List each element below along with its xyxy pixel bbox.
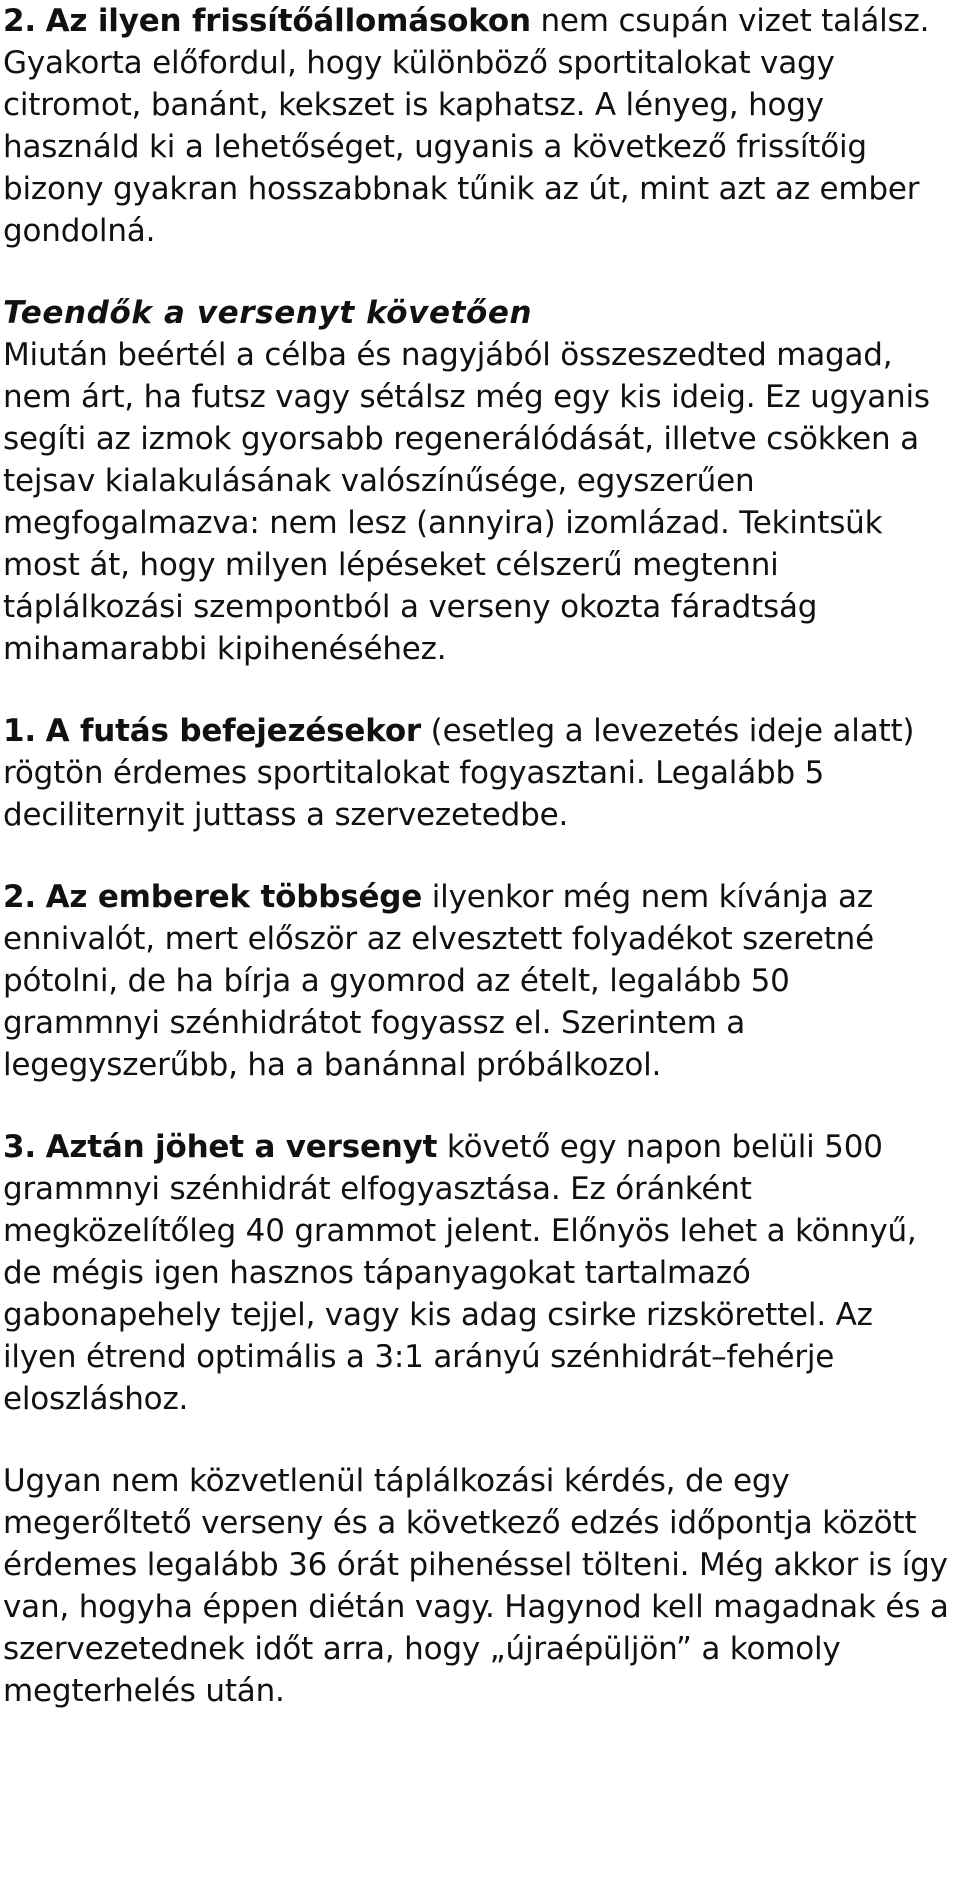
item-text: (esetleg a levezetés ideje alatt) rögtön érdemes sportitalokat fogyasztani. Legalább 5 deciliternyit juttass a szervezetedbe. <box>3 713 915 833</box>
item-number: 2. <box>3 3 36 39</box>
item-number: 1. <box>3 713 36 749</box>
item-lead: Aztán jöhet a versenyt <box>45 1129 438 1165</box>
item-number: 2. <box>3 879 36 915</box>
list-item <box>3 710 952 836</box>
section-intro: Miután beértél a célba és nagyjából összeszedted magad, nem árt, ha futsz vagy sétálsz még egy kis ideig. Ez ugyanis segíti az izmok gyorsabb regenerálódását, illetve csökken a tejsav kialakulásának valószínűsége, egyszerűen megfogalmazva: nem lesz (annyira) izomlázad. Tekintsük most át, hogy milyen lépéseket célszerű megtenni táplálkozási szempontból a verseny okozta fáradtság mihamarabbi kipihenéséhez. <box>3 337 930 667</box>
after-race-section <box>3 292 952 670</box>
item-number: 3. <box>3 1129 36 1165</box>
item-lead: A futás befejezésekor <box>45 713 422 749</box>
item-text: követő egy napon belüli 500 grammnyi szénhidrát elfogyasztása. Ez óránként megközelítőleg 40 grammot jelent. Előnyös lehet a könnyű, de mégis igen hasznos tápanyagokat tartalmazó gabonapehely tejjel, vagy kis adag csirke rizskörettel. Az ilyen étrend optimális a 3:1 arányú szénhidrát–fehérje eloszláshoz. <box>3 1129 917 1417</box>
item-lead: Az emberek többsége <box>45 879 423 915</box>
item-text: nem csupán vizet találsz. Gyakorta előfordul, hogy különböző sportitalokat vagy citromot, banánt, kekszet is kaphatsz. A lényeg, hogy használd ki a lehetőséget, ugyanis a következő frissítőig bizony gyakran hosszabbnak tűnik az út, mint azt az ember gondolná. <box>3 3 930 249</box>
list-item <box>3 1126 952 1420</box>
closing-paragraph: Ugyan nem közvetlenül táplálkozási kérdés, de egy megerőltető verseny és a következő edzés időpontja között érdemes legalább 36 órát pihenéssel tölteni. Még akkor is így van, hogyha éppen diétán vagy. Hagynod kell magadnak és a szervezetednek időt arra, hogy „újraépüljön” a komoly megterhelés után. <box>3 1463 949 1709</box>
section-heading: Teendők a versenyt követően <box>3 295 533 331</box>
item-lead: Az ilyen frissítőállomásokon <box>45 3 531 39</box>
item-text: ilyenkor még nem kívánja az ennivalót, mert először az elvesztett folyadékot szeretné pótolni, de ha bírja a gyomrod az ételt, legalább 50 grammnyi szénhidrátot fogyassz el. Szerintem a legegyszerűbb, ha a banánnal próbálkozol. <box>3 879 874 1083</box>
list-item-refreshment <box>3 0 952 252</box>
list-item <box>3 876 952 1086</box>
